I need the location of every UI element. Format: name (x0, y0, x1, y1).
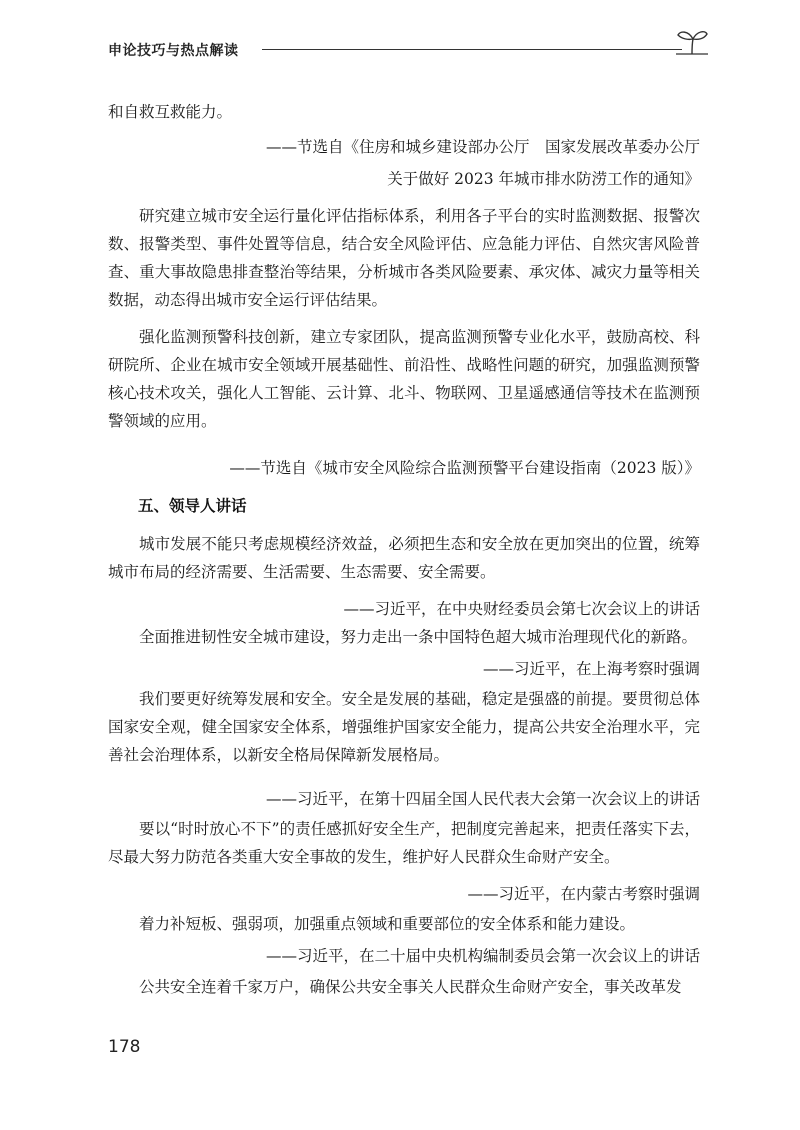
quote-text: 着力补短板、强弱项，加强重点领域和重要部位的安全体系和能力建设。 (139, 915, 636, 933)
quote-source: ——习近平，在中央财经委员会第七次会议上的讲话 (343, 600, 700, 618)
header-rule (262, 49, 682, 50)
quote-text: 我们要更好统筹发展和安全。安全是发展的基础，稳定是强盛的前提。要贯彻总体国家安全观，健全国家安全体系，增强维护国家安全能力，提高公共安全治理水平，完善社会治理体系，以新安全格局保障新发展格局。 (108, 690, 700, 764)
quote-text: 全面推进韧性安全城市建设，努力走出一条中国特色超大城市治理现代化的新路。 (139, 628, 698, 646)
quote-text: 公共安全连着千家万户，确保公共安全事关人民群众生命财产安全，事关改革发 (139, 978, 682, 996)
section-heading: 五、领导人讲话 (138, 497, 247, 515)
source-citation-1-line1: ——节选自《住房和城乡建设部办公厅 国家发展改革委办公厅 (265, 138, 700, 156)
quote-source: ——习近平，在第十四届全国人民代表大会第一次会议上的讲话 (265, 790, 700, 808)
quote-source: ——习近平，在内蒙古考察时强调 (467, 885, 700, 903)
page-number: 178 (108, 1037, 141, 1057)
quote-text: 要以“时时放心不下”的责任感抓好安全生产，把制度完善起来，把责任落实下去，尽最大努力防范各类重大安全事故的发生，维护好人民群众生命财产安全。 (108, 820, 700, 866)
paragraph-evaluation-system: 研究建立城市安全运行量化评估指标体系，利用各子平台的实时监测数据、报警次数、报警类型、事件处置等信息，结合安全风险评估、应急能力评估、自然灾害风险普查、重大事故隐患排查整治等结果，分析城市各类风险要素、承灾体、减灾力量等相关数据，动态得出城市安全运行评估结果。 (108, 207, 700, 309)
quote-source: ——习近平，在上海考察时强调 (482, 660, 700, 678)
quote-source: ——习近平，在二十届中央机构编制委员会第一次会议上的讲话 (265, 947, 700, 965)
source-citation-1-line2: 关于做好 2023 年城市排水防涝工作的通知》 (387, 170, 700, 188)
quote-text: 城市发展不能只考虑规模经济效益，必须把生态和安全放在更加突出的位置，统筹城市布局的经济需要、生活需要、生态需要、安全需要。 (108, 535, 700, 581)
sprout-icon (672, 26, 712, 56)
running-header-title: 申论技巧与热点解读 (108, 43, 239, 59)
source-citation-2: ——节选自《城市安全风险综合监测预警平台建设指南（2023 版）》 (229, 459, 700, 477)
continuation-line: 和自救互救能力。 (108, 103, 233, 121)
paragraph-monitoring-tech: 强化监测预警科技创新，建立专家团队，提高监测预警专业化水平，鼓励高校、科研院所、企业在城市安全领域开展基础性、前沿性、战略性问题的研究，加强监测预警核心技术攻关，强化人工智能、云计算、北斗、物联网、卫星遥感通信等技术在监测预警领域的应用。 (108, 328, 700, 430)
